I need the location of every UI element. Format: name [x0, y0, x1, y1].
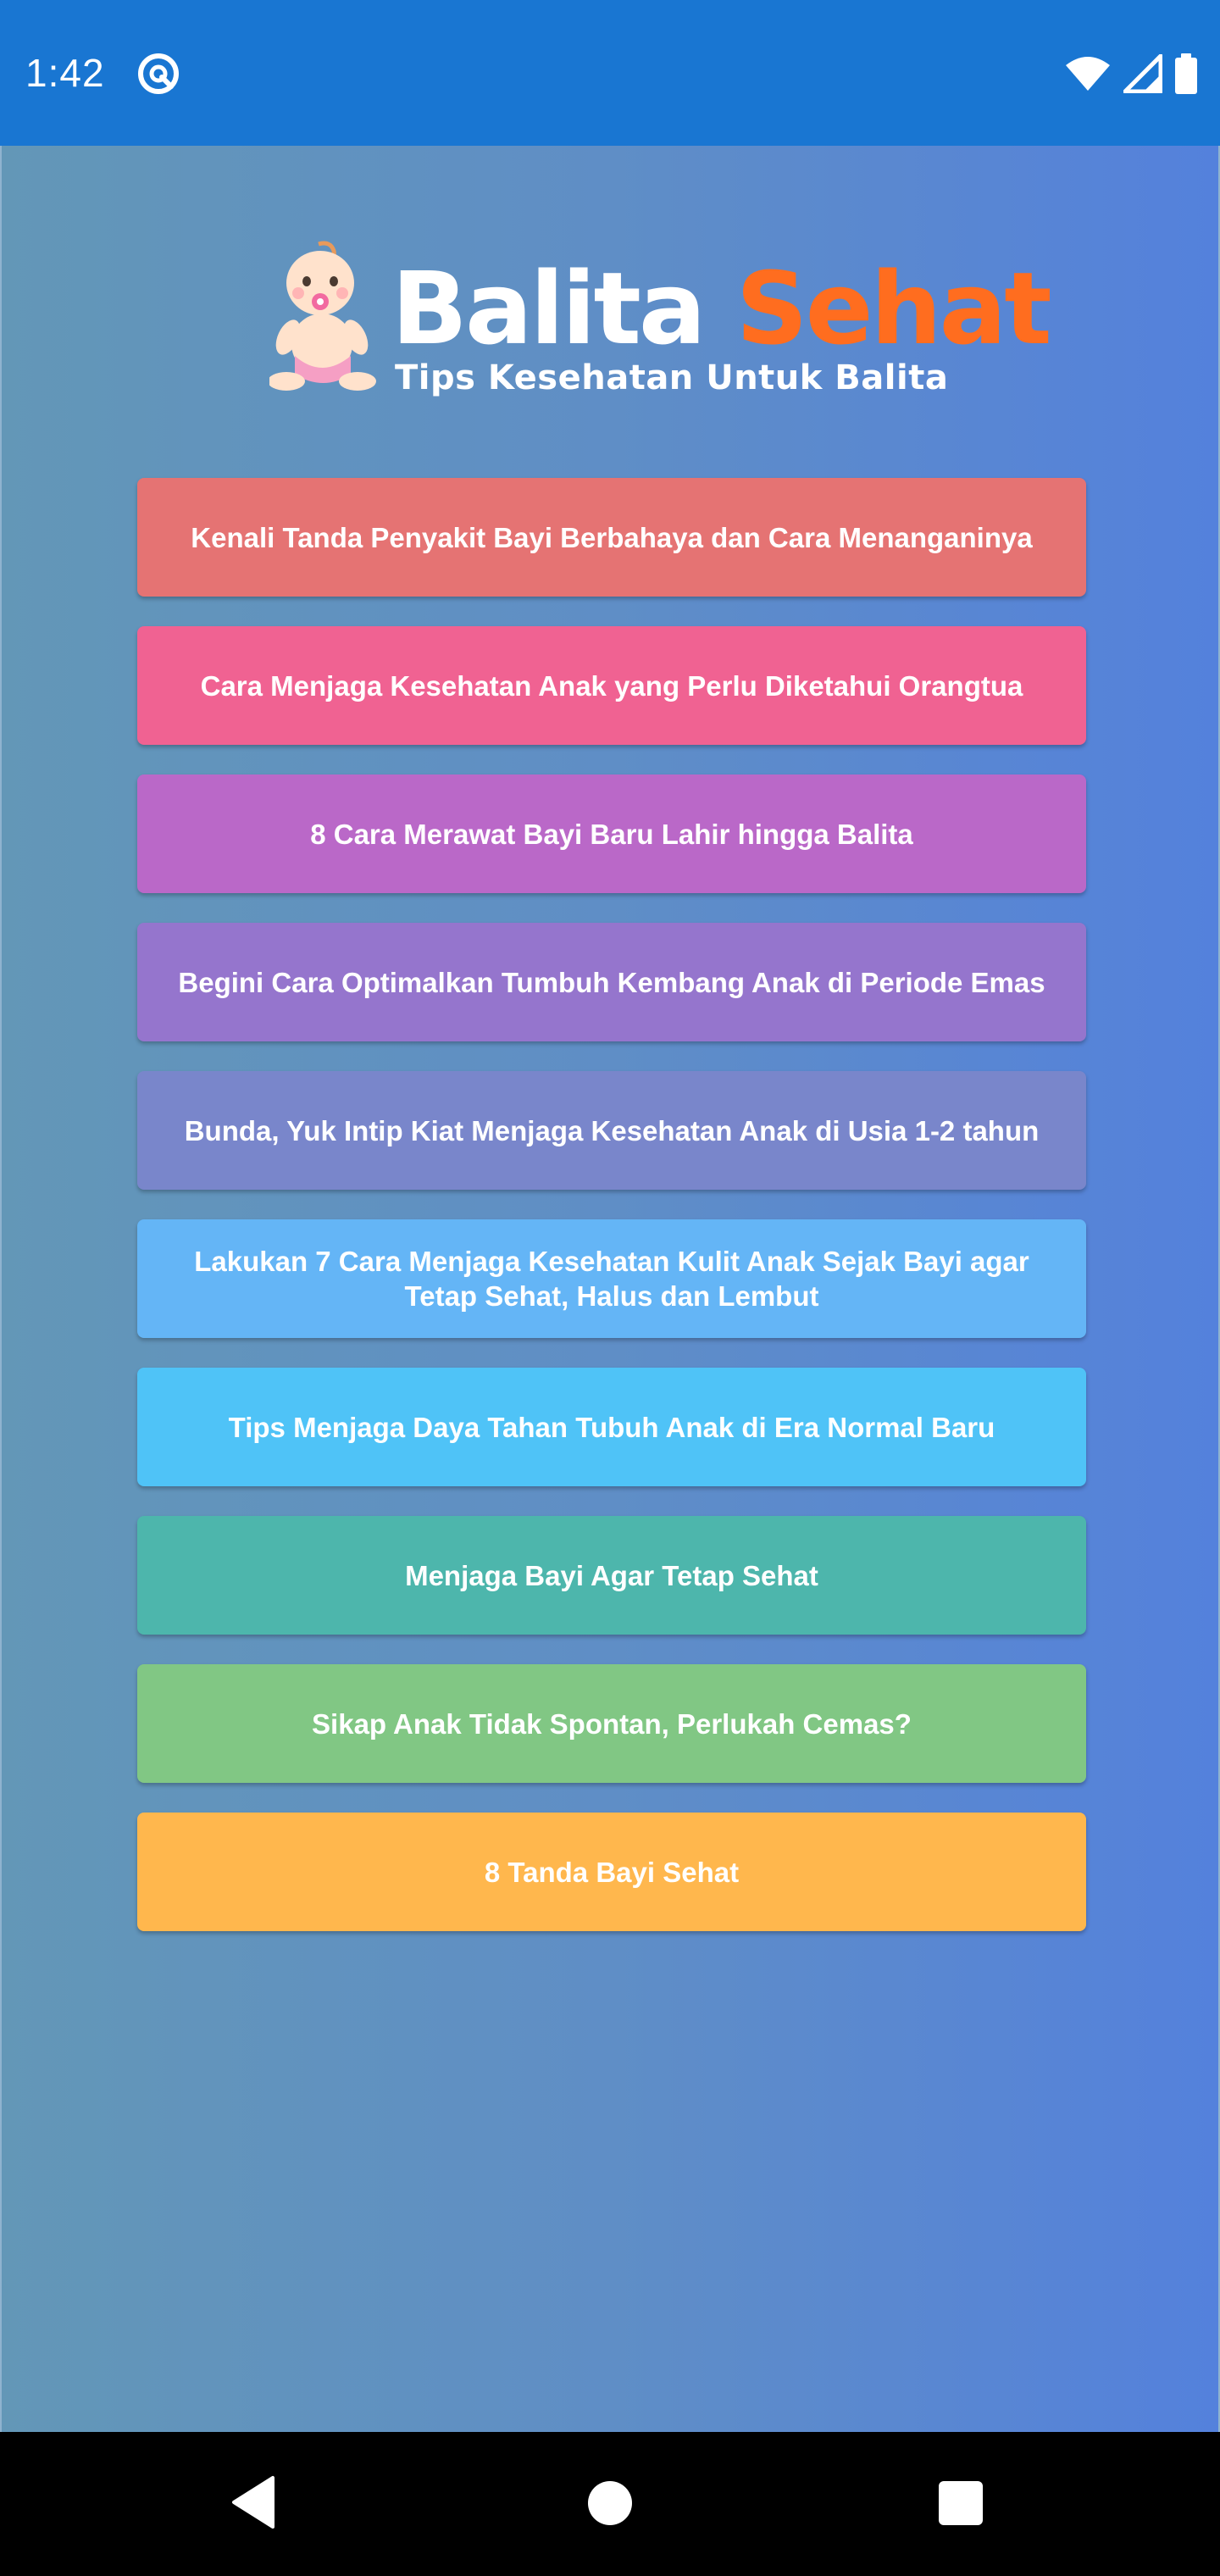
cellular-signal-icon — [1123, 54, 1162, 93]
menu-button-4[interactable] — [137, 923, 1086, 1041]
menu-button-label: Kenali Tanda Penyakit Bayi Berbahaya dan Cara Menanganinya — [191, 521, 1033, 553]
status-time: 1:42 — [25, 51, 105, 95]
menu-button-7[interactable] — [137, 1368, 1086, 1486]
back-icon[interactable] — [229, 2474, 280, 2530]
menu-button-8[interactable] — [137, 1516, 1086, 1635]
menu-button-label: Menjaga Bayi Agar Tetap Sehat — [405, 1559, 818, 1591]
wifi-icon — [1064, 55, 1112, 92]
menu-button-6[interactable] — [137, 1219, 1086, 1338]
menu-button-9[interactable] — [137, 1664, 1086, 1783]
app-logo — [269, 239, 1050, 408]
baby-icon — [269, 239, 380, 400]
app-notification-icon — [136, 51, 181, 97]
menu-button-3[interactable] — [137, 774, 1086, 893]
logo-title-accent: Sehat — [735, 250, 1050, 367]
menu-button-1[interactable] — [137, 478, 1086, 597]
logo-subtitle: Tips Kesehatan Untuk Balita — [395, 358, 949, 397]
status-icons — [1064, 51, 1198, 97]
menu-button-label: 8 Cara Merawat Bayi Baru Lahir hingga Balita — [310, 818, 913, 850]
home-icon[interactable] — [588, 2481, 632, 2525]
main-content — [0, 146, 1220, 2432]
menu-button-10[interactable] — [137, 1813, 1086, 1931]
logo-title — [391, 250, 1050, 367]
menu-button-label: Lakukan 7 Cara Menjaga Kesehatan Kulit Anak Sejak Bayi agar Tetap Sehat, Halus dan Lembut — [194, 1246, 1029, 1312]
system-nav-bar — [0, 2432, 1220, 2576]
recents-icon[interactable] — [939, 2481, 983, 2525]
menu-button-label: 8 Tanda Bayi Sehat — [484, 1856, 740, 1888]
logo-title-primary: Balita — [391, 250, 704, 367]
menu-button-label: Tips Menjaga Daya Tahan Tubuh Anak di Era Normal Baru — [228, 1411, 995, 1443]
menu-button-label: Sikap Anak Tidak Spontan, Perlukah Cemas? — [312, 1707, 912, 1740]
status-bar — [0, 0, 1220, 146]
menu-button-label: Bunda, Yuk Intip Kiat Menjaga Kesehatan Anak di Usia 1-2 tahun — [184, 1114, 1040, 1146]
menu-button-label: Cara Menjaga Kesehatan Anak yang Perlu Diketahui Orangtua — [200, 669, 1023, 702]
menu-button-label: Begini Cara Optimalkan Tumbuh Kembang Anak di Periode Emas — [178, 966, 1045, 998]
menu-button-2[interactable] — [137, 626, 1086, 745]
article-menu — [137, 478, 1086, 1961]
battery-icon — [1174, 53, 1198, 94]
menu-button-5[interactable] — [137, 1071, 1086, 1190]
